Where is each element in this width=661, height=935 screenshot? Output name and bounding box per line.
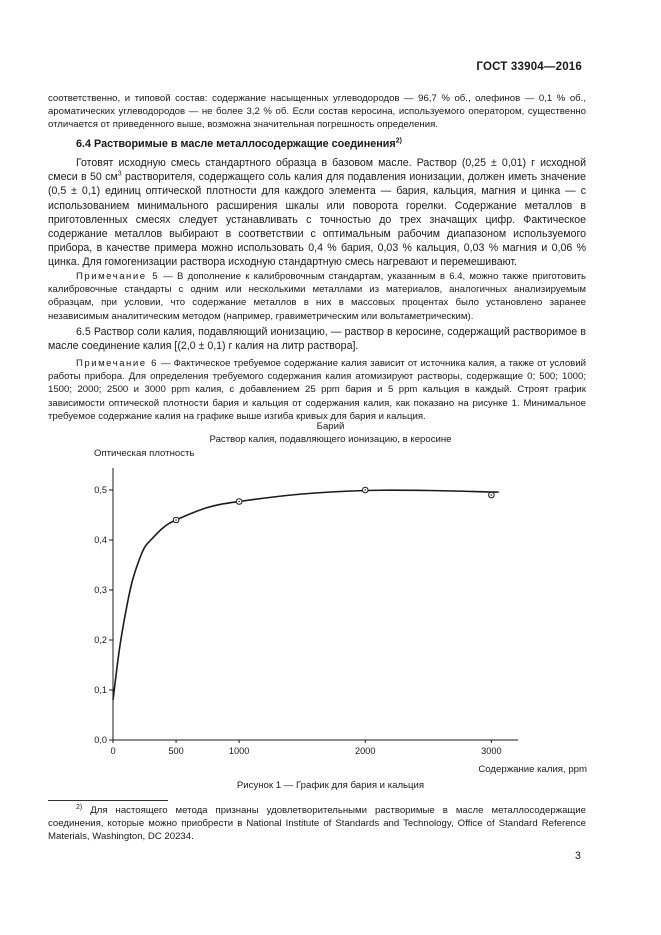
data-point-center [238, 501, 240, 503]
x-tick-label: 1000 [228, 746, 250, 756]
section-6-4-heading: 6.4 Растворимые в масле металлосодержащие соединения$^{2)}$ [76, 137, 402, 150]
footnote-ref: 2) [395, 137, 402, 145]
y-tick-label: 0,4 [94, 535, 107, 545]
doc-code-header: ГОСТ 33904—2016 [476, 61, 582, 73]
section-6-5-paragraph: 6.5 Раствор соли калия, подавляющий ионизацию, — раствор в керосине, содержащий растворимое в масле соединение калия [(2,0 ± 0,1) г калия на литр раствора]. [48, 326, 586, 353]
figure-caption: Рисунок 1 — График для бария и кальция [236, 780, 425, 791]
y-tick-label: 0,2 [94, 635, 107, 645]
chart-title: Барий [316, 421, 345, 432]
x-tick-label: 500 [168, 746, 184, 756]
footnote-mark: 2) [76, 803, 83, 811]
y-tick-label: 0,0 [94, 735, 107, 745]
y-tick-label: 0,5 [94, 485, 107, 495]
x-tick-label: 0 [110, 746, 116, 756]
data-point-center [491, 494, 493, 496]
footnote: $^{2)}$ Для настоящего метода признаны удовлетворительными растворимые в масле металлосодержащие соединения, которые можно приобрести в National Institute of Standards and Technology, Office of Standard Reference Materials, Washington, DC 20234. [48, 803, 586, 843]
x-tick-label: 2000 [355, 746, 376, 756]
footnote-divider [48, 800, 168, 801]
y-tick-label: 0,3 [94, 585, 107, 595]
chart-subtitle: Раствор калия, подавляющего ионизацию, в керосине [209, 434, 452, 445]
data-point-center [175, 519, 177, 521]
note-5: Примечание 5 — В дополнение к калибровочным стандартам, указанным в 6.4, можно также приготовить калибровочные стандарты с одним или несколькими металлами из материалов, аналогичных анализируемым образцам, при условии, что содержание металлов в них в массовых процентах было установлено заранее независимым аналитическим методом (например, гравиметрическим или вольтаметрическим). [48, 271, 587, 322]
chart-x-label: Содержание калия, ppm [478, 764, 587, 775]
note-5-label: Примечание 5 [76, 271, 160, 282]
paragraph-continued: соответственно, и типовой состав: содержание насыщенных углеводородов — 96,7 % об., олефинов — 0,1 % об., ароматических углеводородов — не более 3,2 % об. Если состав керосина, используемого оператором, существенно отличается от приведенного выше, возможна значительная погрешность определения. [48, 93, 586, 131]
chart-y-label: Оптическая плотность [94, 448, 195, 459]
section-6-4-paragraph: Готовят исходную смесь стандартного образца в базовом масле. Раствор (0,25 ± 0,01) г исходной смеси в 50 $см^3$ растворителя, содержащего соль калия для подавления ионизации, должен иметь значение (0,5 ± 0,1) единиц оптической плотности для каждого элемента — бария, кальция, магния и цинка — с использованием минимального расширения шкалы или поворота горелки. Содержание металлов в приготовленных смесях следует устанавливать с точностью до трех значащих цифр. Фактическое содержание металлов выбирают в соответствии с оптимальным рабочим диапазоном используемого прибора, в качестве примера можно использовать 0,4 % бария, 0,03 % кальция, 0,03 % магния и 0,06 % цинка. Для гомогенизации раствора исходную стандартную смесь нагревают и перемешивают. [48, 157, 586, 269]
series-curve [113, 490, 498, 700]
data-point-center [364, 489, 366, 491]
x-tick-label: 3000 [481, 746, 502, 756]
note-6: Примечание 6 — Фактическое требуемое содержание калия зависит от источника калия, а также от условий работы прибора. Для определения требуемого содержания калия атомизируют растворы, содержащие 0; 500; 1000; 1500; 2000; 2500 и 3000 ppm калия, с добавлением 25 ppm бария и 5 ppm кальция в каждый. Строят график зависимости оптической плотности бария и кальция от содержания калия, как показано на рисунке 1. Минимальное требуемое содержание калия на графике выше изгиба кривых для бария и кальция. [48, 358, 586, 422]
page-number: 3 [575, 850, 581, 862]
y-tick-label: 0,1 [94, 685, 107, 695]
note-6-label: Примечание 6 [76, 358, 158, 369]
